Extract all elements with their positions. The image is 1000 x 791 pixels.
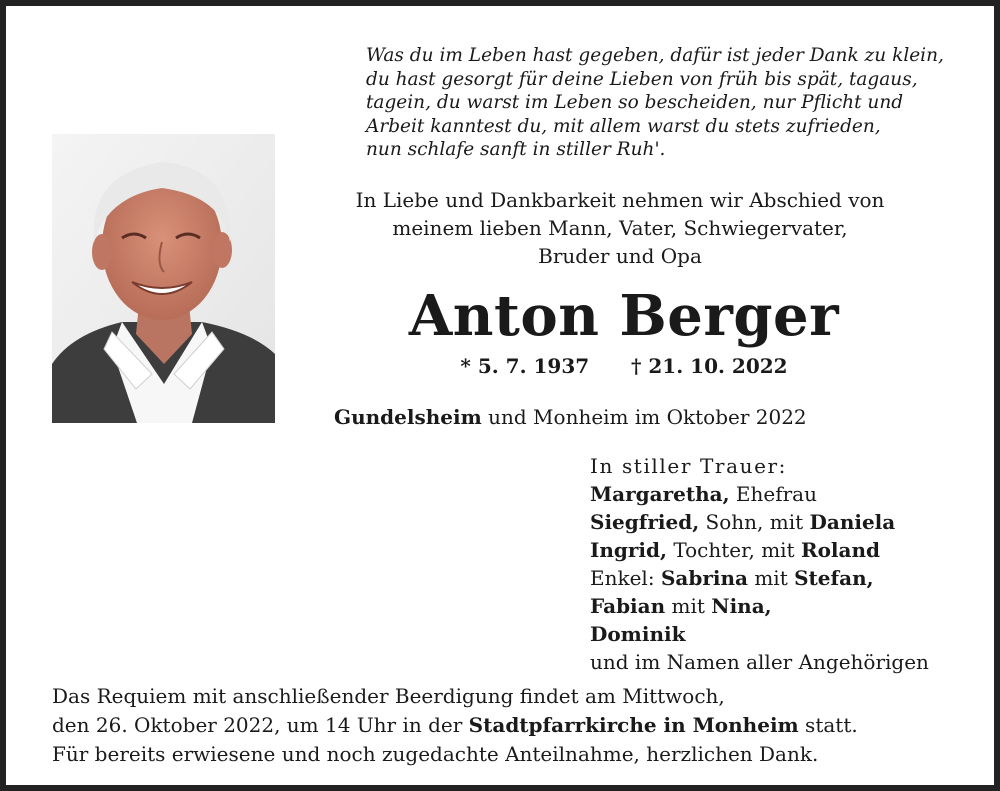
mourner-name: Stefan, xyxy=(794,566,874,590)
place-rest: und Monheim im Oktober 2022 xyxy=(481,405,807,429)
mourner-name: Fabian xyxy=(590,594,666,618)
church-name: Stadtpfarrkirche in Monheim xyxy=(468,713,799,737)
mourner-name: Ingrid, xyxy=(590,538,667,562)
poem-line: Arbeit kanntest du, mit allem warst du stets zufrieden, xyxy=(366,115,881,137)
mourner-name: Dominik xyxy=(590,622,686,646)
mourner-name: Nina, xyxy=(711,594,772,618)
mourner-line xyxy=(590,480,929,508)
poem xyxy=(366,44,986,162)
mourner-relation: Ehefrau xyxy=(729,482,817,506)
intro-line: In Liebe und Dankbarkeit nehmen wir Abschied von xyxy=(355,188,885,212)
poem-line: du hast gesorgt für deine Lieben von früh bis spät, tagaus, xyxy=(366,68,918,90)
mourner-relation: Sohn, mit xyxy=(699,510,810,534)
mourner-name: Sabrina xyxy=(660,566,748,590)
place-and-date xyxy=(334,403,807,431)
notice-text: den 26. Oktober 2022, um 14 Uhr in der xyxy=(52,713,469,737)
intro-line: Bruder und Opa xyxy=(538,244,702,268)
funeral-notice xyxy=(52,682,858,769)
poem-line: nun schlafe sanft in stiller Ruh'. xyxy=(366,139,666,160)
date-spacer xyxy=(589,354,631,378)
mourner-line xyxy=(590,508,929,536)
mourner-line xyxy=(590,564,929,592)
portrait-photo xyxy=(52,134,275,423)
mourner-line xyxy=(590,620,929,648)
birth-date: * 5. 7. 1937 xyxy=(460,354,590,378)
mourner-name: Roland xyxy=(800,538,880,562)
mourners-heading: In stiller Trauer: xyxy=(590,454,788,478)
notice-line: Das Requiem mit anschließender Beerdigung findet am Mittwoch, xyxy=(52,684,725,708)
mourners-list xyxy=(590,452,929,676)
notice-line xyxy=(52,711,858,740)
mourner-line xyxy=(590,592,929,620)
deceased-name: Anton Berger xyxy=(408,283,840,349)
portrait-illustration xyxy=(52,134,275,423)
mourner-relation: und im Namen aller Angehörigen xyxy=(590,650,929,674)
mourner-relation: mit xyxy=(747,566,795,590)
life-dates xyxy=(306,352,942,380)
death-date: † 21. 10. 2022 xyxy=(630,354,788,378)
intro-line: meinem lieben Mann, Vater, Schwiegervater, xyxy=(392,216,848,240)
mourner-name: Siegfried, xyxy=(590,510,700,534)
notice-text: statt. xyxy=(798,713,858,737)
mourner-line xyxy=(590,536,929,564)
mourner-relation: mit xyxy=(665,594,712,618)
notice-line: Für bereits erwiesene und noch zugedachte Anteilnahme, herzlichen Dank. xyxy=(52,742,819,766)
mourner-name: Daniela xyxy=(809,510,896,534)
mourner-name: Margaretha, xyxy=(590,482,730,506)
mourner-relation: Tochter, mit xyxy=(666,538,801,562)
place-bold: Gundelsheim xyxy=(334,405,482,429)
mourner-line xyxy=(590,648,929,676)
mourner-relation: Enkel: xyxy=(590,566,661,590)
intro-text xyxy=(306,186,934,270)
poem-line: tagein, du warst im Leben so bescheiden, nur Pflicht und xyxy=(366,92,904,113)
poem-line: Was du im Leben hast gegeben, dafür ist jeder Dank zu klein, xyxy=(366,45,944,66)
